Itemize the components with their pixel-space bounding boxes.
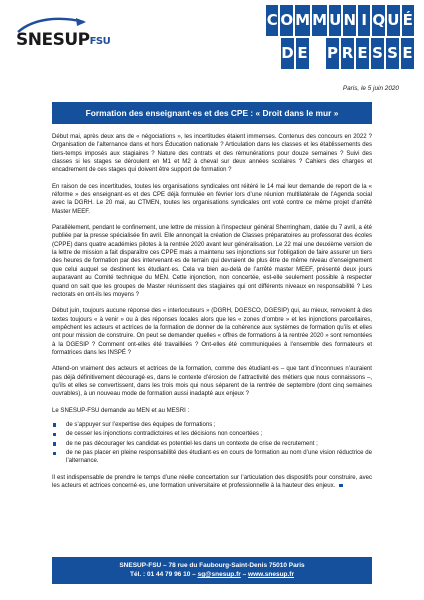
logo-wordmark bbox=[16, 30, 110, 50]
banner-letter-tile: D bbox=[281, 38, 294, 69]
banner-letter-tile: Q bbox=[372, 5, 385, 36]
list-item bbox=[52, 430, 372, 438]
release-title: Formation des enseignant·es et des CPE : « Droit dans le mur » bbox=[52, 102, 372, 124]
paragraph: Parallèlement, pendant le confinement, une lettre de mission à l’inspecteur général Sherringham, datée du 7 avril, a été publiée par la presse spécialisée fin avril. Elle annonçait la création de Classes préparatoires au professorat des écoles (CPPE) dans quatre académies pilotes à la rentrée 2020 avant leur généralisation. Le 22 mai une deuxième version de la lettre de mission a fait disparaître ces CPPE mais a maintenu ses injonctions sur l’obligation de faire assurer un tiers des heures de formation par des intervenant·es de terrain qui devraient de plus être de même niveau d’enseignement que celui auquel se destinent les étudiant·es. Cela va bien au-delà de l’arrêté master MEEF, présenté deux jours auparavant au Comité technique du MEN. Cette injonction, non concertée, est-elle seulement possible à respecter quand on sait que les groupes de Master réunissent des stagiaires qui ont différents niveaux en responsabilité ? Les rectorats en ont-ils les moyens ? bbox=[52, 225, 372, 298]
footer-contact bbox=[52, 557, 372, 584]
list-item-text: de ne pas placer en pleine responsabilité des étudiant·es en cours de formation au nom d’une vision réductrice de l’alternance. bbox=[66, 450, 372, 465]
footer-separator: – bbox=[242, 571, 247, 578]
footer-phone: Tél. : 01 44 79 96 10 – bbox=[129, 571, 196, 578]
list-item bbox=[52, 421, 372, 429]
banner-row bbox=[266, 38, 416, 69]
bullet-square-icon bbox=[53, 442, 56, 445]
footer-email-link[interactable]: sg@snesup.fr bbox=[197, 571, 241, 578]
end-square-icon bbox=[339, 484, 342, 487]
communique-de-presse-banner bbox=[266, 5, 416, 69]
conclusion-text: Il est indispensable de prendre le temps d’une réelle concertation sur l’articulation des dispositifs pour construire, avec les acteurs et actrices concerné·es, une formation universitaire et professionnelle à la hauteur des enjeux. bbox=[52, 474, 372, 490]
paragraph: En raison de ces incertitudes, toutes les organisations syndicales ont réitéré le 14 mai leur demande de report de la « réforme » des enseignant·es et des CPE déjà formulée en février lors d’une réunion multilatérale de l’Agenda social avec la DGRH. Le 20 mai, au CTMEN, toutes les organisations syndicales ont voté contre ce même projet d’arrêté Master MEEF. bbox=[52, 183, 372, 215]
release-date: Paris, le 5 juin 2020 bbox=[342, 85, 399, 92]
footer-contacts bbox=[52, 570, 372, 579]
banner-letter-tile: M bbox=[312, 5, 327, 36]
banner-letter-tile: S bbox=[386, 38, 399, 69]
conclusion bbox=[52, 474, 372, 491]
list-item bbox=[52, 449, 372, 466]
banner-blank-tile bbox=[266, 38, 279, 69]
list-item-text: de cesser les injonctions contradictoires et les décisions non concertées ; bbox=[66, 431, 263, 438]
banner-letter-tile: R bbox=[341, 38, 354, 69]
banner-letter-tile: C bbox=[266, 5, 278, 36]
paragraph: Début mai, après deux ans de « négociations », les incertitudes étaient immenses. Contenus des concours en 2022 ? Organisation de l’alternance dans et hors Éducation nationale ? Articulation dans les classes et les établissements des tiers-temps imposés aux stagiaires ? Nature des contrats et des rémunérations pour douze semaines ? Suivi des classes si les stages se déroulent en M1 et M2 à cheval sur deux années scolaires ? Cahiers des charges et encadrement de ces stages qui doivent être support de formation ? bbox=[52, 134, 372, 174]
banner-letter-tile: E bbox=[401, 38, 414, 69]
footer-address: SNESUP-FSU – 78 rue du Faubourg-Saint-Denis 75010 Paris bbox=[119, 562, 305, 569]
bullet-square-icon bbox=[53, 423, 56, 426]
banner-letter-tile: É bbox=[402, 5, 414, 36]
banner-letter-tile: S bbox=[371, 38, 384, 69]
list-item-text: de s’appuyer sur l’expertise des équipes de formations ; bbox=[66, 421, 216, 428]
demands-list bbox=[52, 421, 372, 466]
banner-row bbox=[266, 5, 416, 36]
banner-letter-tile: E bbox=[356, 38, 369, 69]
bullet-square-icon bbox=[53, 433, 56, 436]
banner-letter-tile: N bbox=[343, 5, 356, 36]
demands-intro: Le SNESUP-FSU demande au MEN et au MESRI : bbox=[52, 407, 190, 414]
banner-letter-tile: U bbox=[387, 5, 399, 36]
banner-letter-tile: P bbox=[326, 38, 339, 69]
banner-letter-tile: M bbox=[295, 5, 310, 36]
release-body bbox=[52, 133, 372, 498]
banner-letter-tile: O bbox=[280, 5, 293, 36]
logo-text: SNESUP bbox=[16, 30, 90, 50]
paragraph: Attend-on vraiment des acteurs et actrices de la formation, comme des étudiant·es – que tant d’inconnues n’auraient pas déjà définitivement découragé·es, dans le contexte d’érosion de l’attractivité des métiers que nous connaissons –, qu’ils et elles se convertissent, dans les trois mois qui nous séparent de la rentrée de septembre (dont cinq semaines ouvrables), à un nouveau mode de formation aussi inadapté aux enjeux ? bbox=[52, 366, 372, 398]
paragraph: Début juin, toujours aucune réponse des « interlocuteurs » (DGRH, DGESCO, DGESIP) qui, au mieux, renvoient à des textes toujours « à venir » ou à des réponses locales alors que les « zones d’ombre » et les injonctions parcellaires, empêchent les acteurs et actrices de la formation de donner de la cohérence aux systèmes de formation qu’ils et elles ont pour mission de construire. On peut se demander quelles « offres de formations à la rentrée 2020 » sont remontées à la DGESIP ? Comment ont-elles été travaillées ? Ont-elles été communiquées à l’ensemble des formateurs et formatrices dans les INSPÉ ? bbox=[52, 308, 372, 356]
banner-letter-tile: I bbox=[358, 5, 370, 36]
logo-suffix: FSU bbox=[89, 36, 111, 47]
banner-letter-tile: U bbox=[329, 5, 341, 36]
footer-website-link[interactable]: www.snesup.fr bbox=[248, 571, 295, 578]
banner-blank-tile bbox=[311, 38, 324, 69]
bullet-square-icon bbox=[53, 452, 56, 455]
snesup-logo bbox=[14, 16, 111, 62]
list-item-text: de ne pas décourager les candidat·es potentiel·les dans un contexte de crise de recrutement ; bbox=[66, 440, 318, 447]
list-item bbox=[52, 440, 372, 448]
banner-letter-tile: E bbox=[296, 38, 309, 69]
